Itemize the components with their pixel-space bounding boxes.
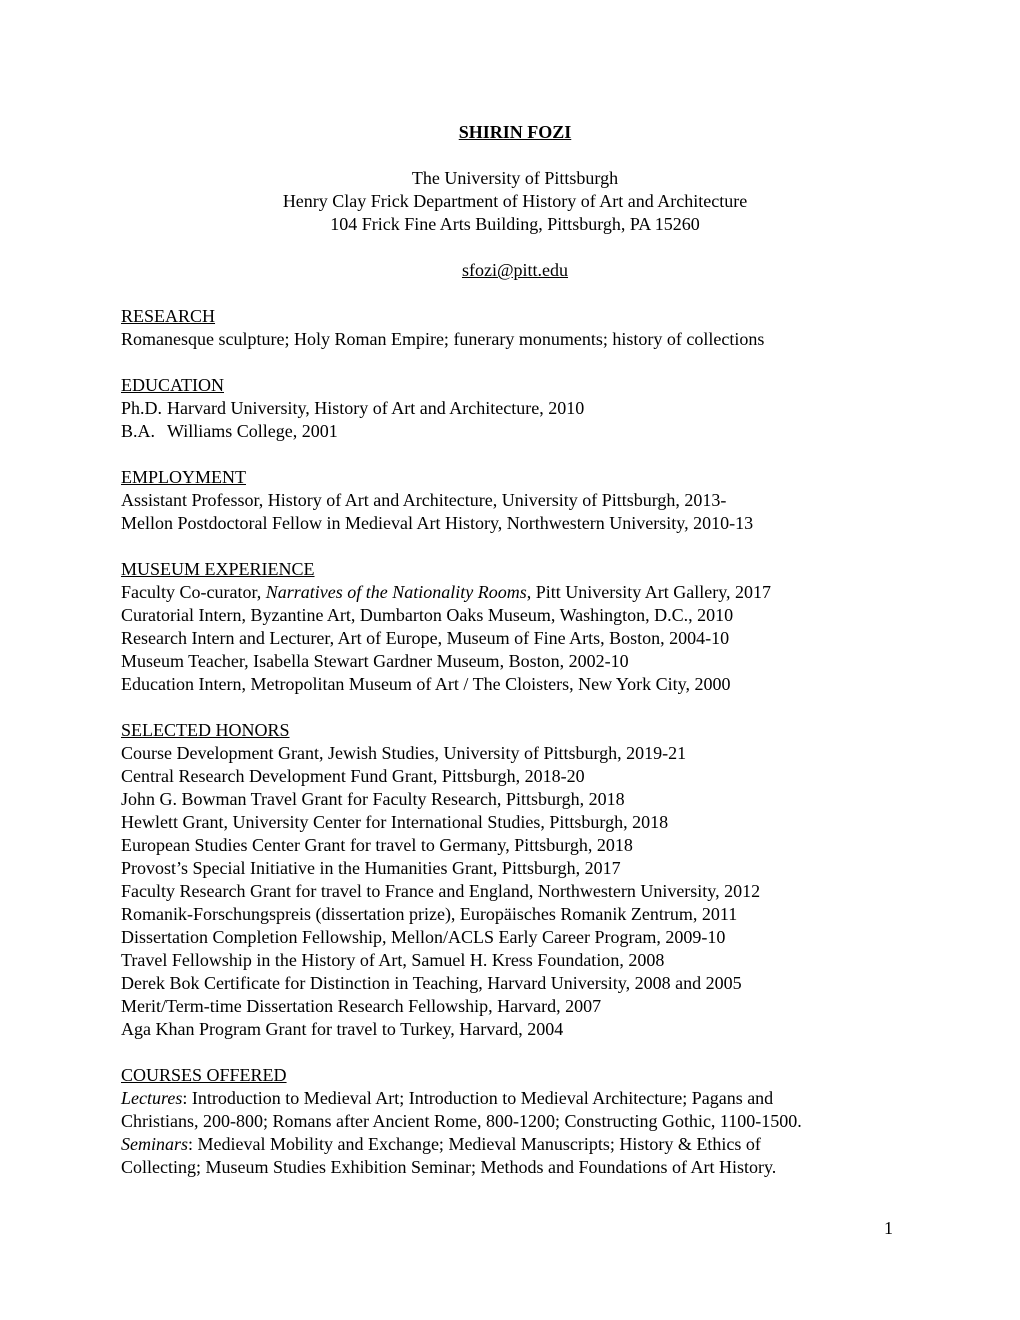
museum-item: Museum Teacher, Isabella Stewart Gardner Museum, Boston, 2002-10 bbox=[121, 651, 629, 671]
honor-item: Travel Fellowship in the History of Art, Samuel H. Kress Foundation, 2008 bbox=[121, 950, 665, 970]
university-name: The University of Pittsburgh bbox=[411, 168, 619, 188]
honor-item: European Studies Center Grant for travel to Germany, Pittsburgh, 2018 bbox=[121, 835, 633, 855]
employment-section bbox=[121, 466, 911, 535]
museum-item: Curatorial Intern, Byzantine Art, Dumbarton Oaks Museum, Washington, D.C., 2010 bbox=[121, 605, 734, 625]
seminars-label: Seminars bbox=[121, 1134, 188, 1154]
cv-page bbox=[121, 0, 901, 1320]
lectures-line bbox=[121, 1087, 911, 1110]
seminars-text: : Medieval Mobility and Exchange; Medieval Manuscripts; History & Ethics of bbox=[188, 1134, 761, 1154]
education-item bbox=[121, 397, 911, 420]
employment-item: Assistant Professor, History of Art and Architecture, University of Pittsburgh, 2013- bbox=[121, 490, 727, 510]
museum-item-prefix: Faculty Co-curator, bbox=[121, 582, 266, 602]
courses-heading: COURSES OFFERED bbox=[121, 1065, 287, 1085]
honor-item: Hewlett Grant, University Center for International Studies, Pittsburgh, 2018 bbox=[121, 812, 669, 832]
research-text: Romanesque sculpture; Holy Roman Empire; funerary monuments; history of collections bbox=[121, 329, 765, 349]
museum-heading: MUSEUM EXPERIENCE bbox=[121, 559, 315, 579]
honor-item: Aga Khan Program Grant for travel to Turkey, Harvard, 2004 bbox=[121, 1019, 564, 1039]
page-number: 1 bbox=[884, 1218, 893, 1238]
degree-detail: Williams College, 2001 bbox=[167, 421, 338, 441]
research-heading: RESEARCH bbox=[121, 306, 216, 326]
email-link[interactable]: sfozi@pitt.edu bbox=[461, 260, 569, 280]
museum-item: Education Intern, Metropolitan Museum of Art / The Cloisters, New York City, 2000 bbox=[121, 674, 731, 694]
degree-label: Ph.D. bbox=[121, 398, 163, 418]
employment-heading: EMPLOYMENT bbox=[121, 467, 246, 487]
honors-heading: SELECTED HONORS bbox=[121, 720, 290, 740]
honor-item: Faculty Research Grant for travel to France and England, Northwestern University, 2012 bbox=[121, 881, 761, 901]
department-name: Henry Clay Frick Department of History of Art and Architecture bbox=[282, 191, 748, 211]
honor-item: Provost’s Special Initiative in the Humanities Grant, Pittsburgh, 2017 bbox=[121, 858, 621, 878]
honor-item: Romanik-Forschungspreis (dissertation prize), Europäisches Romanik Zentrum, 2011 bbox=[121, 904, 738, 924]
honor-item: John G. Bowman Travel Grant for Faculty Research, Pittsburgh, 2018 bbox=[121, 789, 625, 809]
research-section bbox=[121, 305, 911, 351]
lectures-label: Lectures bbox=[121, 1088, 183, 1108]
education-section bbox=[121, 374, 911, 443]
cv-name: SHIRIN FOZI bbox=[458, 122, 572, 142]
honor-item: Merit/Term-time Dissertation Research Fellowship, Harvard, 2007 bbox=[121, 996, 602, 1016]
degree-detail: Harvard University, History of Art and Architecture, 2010 bbox=[167, 398, 585, 418]
seminars-line bbox=[121, 1133, 911, 1156]
honor-item: Course Development Grant, Jewish Studies, University of Pittsburgh, 2019-21 bbox=[121, 743, 687, 763]
affiliation-block bbox=[121, 167, 909, 236]
lectures-text: : Introduction to Medieval Art; Introduction to Medieval Architecture; Pagans and bbox=[182, 1088, 774, 1108]
honor-item: Dissertation Completion Fellowship, Mellon/ACLS Early Career Program, 2009-10 bbox=[121, 927, 726, 947]
exhibition-title: Narratives of the Nationality Rooms bbox=[265, 582, 527, 602]
courses-section bbox=[121, 1064, 911, 1179]
museum-item: Research Intern and Lecturer, Art of Europe, Museum of Fine Arts, Boston, 2004-10 bbox=[121, 628, 730, 648]
honor-item: Central Research Development Fund Grant, Pittsburgh, 2018-20 bbox=[121, 766, 585, 786]
degree-label: B.A. bbox=[121, 421, 156, 441]
education-item bbox=[121, 420, 911, 443]
seminars-line-continued: Collecting; Museum Studies Exhibition Seminar; Methods and Foundations of Art History. bbox=[121, 1157, 777, 1177]
employment-item: Mellon Postdoctoral Fellow in Medieval Art History, Northwestern University, 2010-13 bbox=[121, 513, 754, 533]
museum-item-suffix: , Pitt University Art Gallery, 2017 bbox=[526, 582, 772, 602]
education-heading: EDUCATION bbox=[121, 375, 224, 395]
honors-section bbox=[121, 719, 911, 1041]
lectures-line-continued: Christians, 200-800; Romans after Ancient Rome, 800-1200; Constructing Gothic, 1100-1500. bbox=[121, 1111, 802, 1131]
museum-section bbox=[121, 558, 911, 696]
honor-item: Derek Bok Certificate for Distinction in Teaching, Harvard University, 2008 and 2005 bbox=[121, 973, 742, 993]
museum-item bbox=[121, 581, 911, 604]
mailing-address: 104 Frick Fine Arts Building, Pittsburgh, PA 15260 bbox=[330, 214, 700, 234]
